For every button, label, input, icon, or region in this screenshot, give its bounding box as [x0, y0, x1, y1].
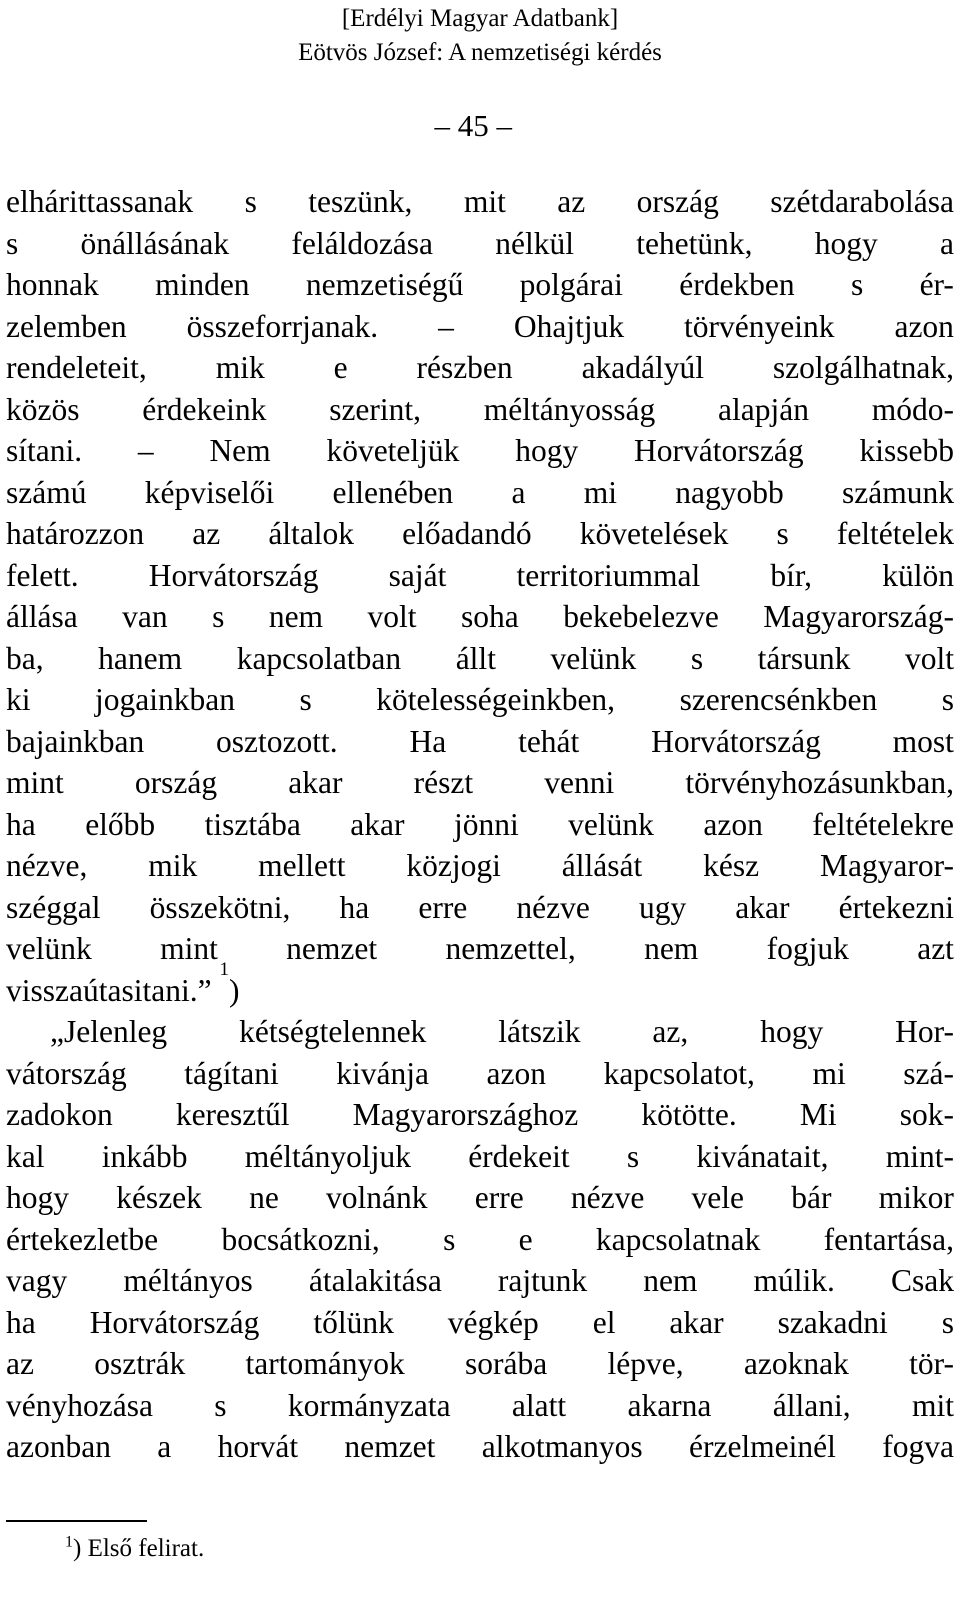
text-line: vátország tágítani kivánja azon kapcsolatot, mi szá-	[6, 1055, 954, 1091]
text-line: állása van s nem volt soha bekebelezve Magyarország-	[6, 599, 954, 634]
footnote-reference-paren: )	[228, 972, 240, 1008]
footnote	[65, 1532, 204, 1566]
text-line-final	[6, 958, 954, 1012]
text-line: zadokon keresztűl Magyarországhoz kötötte. Mi sok-	[6, 1097, 954, 1132]
text-line: rendeleteit, mik e részben akadályúl szolgálhatnak,	[6, 350, 954, 385]
text-line: az osztrák tartományok sorába lépve, azoknak tör-	[6, 1346, 954, 1381]
text-line: s önállásának feláldozása nélkül tehetünk, hogy a	[6, 225, 954, 261]
spacer	[212, 970, 220, 1012]
text-line: ha Horvátország tőlünk végkép el akar szakadni s	[6, 1304, 954, 1340]
text-line: határozzon az általok előadandó követelések s feltételek	[6, 516, 954, 551]
text-line: számú képviselői ellenében a mi nagyobb számunk	[6, 474, 954, 510]
text-line: ki jogainkban s kötelességeinkben, szerencsénkben s	[6, 682, 954, 717]
text-line: széggal összekötni, ha erre nézve ugy akar értekezni	[6, 889, 954, 925]
text-line: ba, hanem kapcsolatban állt velünk s társunk volt	[6, 640, 954, 676]
text-line: „Jelenleg kétségtelennek látszik az, hogy Hor-	[50, 1014, 954, 1049]
text-line: bajainkban osztozott. Ha tehát Horvátország most	[6, 723, 954, 759]
text-line: vagy méltányos átalakitása rajtunk nem múlik. Csak	[6, 1263, 954, 1298]
text-line: velünk mint nemzet nemzettel, nem fogjuk azt	[6, 931, 954, 966]
text-line: nézve, mik mellett közjogi állását kész Magyaror-	[6, 848, 954, 883]
text-line: értekezletbe bocsátkozni, s e kapcsolatnak fentartása,	[6, 1221, 954, 1257]
text-line: elhárittassanak s teszünk, mit az ország szétdarabolása	[6, 184, 954, 219]
text-line: zelemben összeforrjanak. – Ohajtjuk törvényeink azon	[6, 308, 954, 344]
text-line: mint ország akar részt venni törvényhozásunkban,	[6, 765, 954, 800]
text-line-content: visszaútasitani.”	[6, 972, 212, 1008]
text-line: ha előbb tisztába akar jönni velünk azon feltételekre	[6, 806, 954, 842]
footnote-divider	[6, 1520, 147, 1522]
body-text	[6, 181, 954, 1468]
text-line: hogy készek ne volnánk erre nézve vele bár mikor	[6, 1180, 954, 1215]
footnote-text: ) Első felirat.	[73, 1535, 205, 1562]
text-line: sítani. – Nem követeljük hogy Horvátország kissebb	[6, 433, 954, 468]
header-title: Eötvös József: A nemzetiségi kérdés	[298, 39, 662, 66]
text-line: kal inkább méltányoljuk érdekeit s kivánatait, mint-	[6, 1138, 954, 1174]
footnote-reference: 1	[219, 958, 229, 980]
text-line: honnak minden nemzetiségű polgárai érdekben s ér-	[6, 267, 954, 302]
text-line: vényhozása s kormányzata alatt akarna állani, mit	[6, 1387, 954, 1423]
page-header	[0, 2, 960, 70]
page-number: – 45 –	[434, 108, 512, 143]
header-source: [Erdélyi Magyar Adatbank]	[341, 5, 619, 32]
footnote-mark: 1	[65, 1533, 73, 1551]
text-line: felett. Horvátország saját territoriummal bír, külön	[6, 557, 954, 593]
text-line: azonban a horvát nemzet alkotmanyos érzelmeinél fogva	[6, 1429, 954, 1464]
text-line: közös érdekeink szerint, méltányosság alapján módo-	[6, 391, 954, 427]
